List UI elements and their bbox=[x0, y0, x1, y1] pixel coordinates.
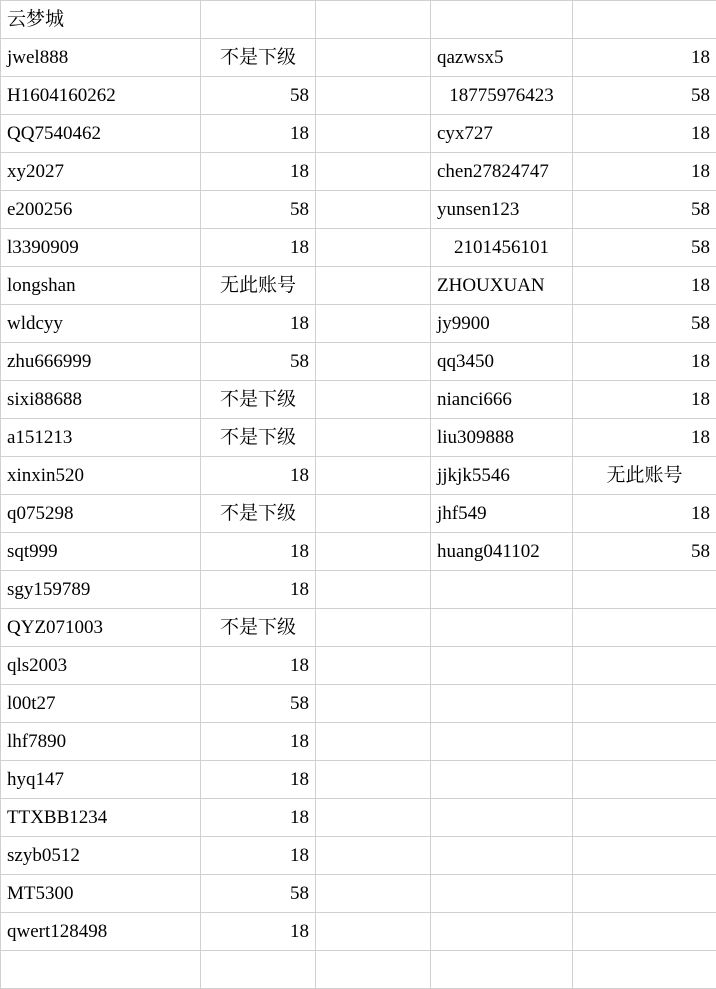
cell-c1-8[interactable]: 18 bbox=[201, 305, 316, 343]
cell-c2-5[interactable] bbox=[316, 191, 431, 229]
cell-c1-1[interactable]: 不是下级 bbox=[201, 39, 316, 77]
table-row[interactable] bbox=[1, 153, 716, 191]
cell-c0-12[interactable]: xinxin520 bbox=[1, 457, 201, 495]
cell-c3-0[interactable] bbox=[431, 1, 573, 39]
cell-c4-20[interactable] bbox=[573, 761, 716, 799]
table-row[interactable] bbox=[1, 457, 716, 495]
cell-c0-23[interactable]: MT5300 bbox=[1, 875, 201, 913]
cell-c3-3[interactable]: cyx727 bbox=[431, 115, 573, 153]
cell-c3-24[interactable] bbox=[431, 913, 573, 951]
cell-c4-5[interactable]: 58 bbox=[573, 191, 716, 229]
cell-c2-1[interactable] bbox=[316, 39, 431, 77]
cell-c2-18[interactable] bbox=[316, 685, 431, 723]
cell-c4-2[interactable]: 58 bbox=[573, 77, 716, 115]
cell-c0-21[interactable]: TTXBB1234 bbox=[1, 799, 201, 837]
cell-c2-22[interactable] bbox=[316, 837, 431, 875]
cell-c3-19[interactable] bbox=[431, 723, 573, 761]
cell-c2-10[interactable] bbox=[316, 381, 431, 419]
cell-c3-11[interactable]: liu309888 bbox=[431, 419, 573, 457]
cell-c1-3[interactable]: 18 bbox=[201, 115, 316, 153]
cell-c4-16[interactable] bbox=[573, 609, 716, 647]
table-body bbox=[1, 1, 716, 989]
cell-c3-1[interactable]: qazwsx5 bbox=[431, 39, 573, 77]
table-row[interactable] bbox=[1, 495, 716, 533]
table-row[interactable] bbox=[1, 761, 716, 799]
cell-c3-17[interactable] bbox=[431, 647, 573, 685]
table-row[interactable] bbox=[1, 229, 716, 267]
cell-c0-0[interactable]: 云梦城 bbox=[1, 1, 201, 39]
cell-c0-9[interactable]: zhu666999 bbox=[1, 343, 201, 381]
cell-c2-24[interactable] bbox=[316, 913, 431, 951]
cell-c4-24[interactable] bbox=[573, 913, 716, 951]
cell-c0-19[interactable]: lhf7890 bbox=[1, 723, 201, 761]
cell-c1-9[interactable]: 58 bbox=[201, 343, 316, 381]
cell-c4-18[interactable] bbox=[573, 685, 716, 723]
cell-c1-15[interactable]: 18 bbox=[201, 571, 316, 609]
cell-c2-11[interactable] bbox=[316, 419, 431, 457]
table-row[interactable] bbox=[1, 837, 716, 875]
cell-c3-21[interactable] bbox=[431, 799, 573, 837]
table-row[interactable] bbox=[1, 39, 716, 77]
cell-c1-5[interactable]: 58 bbox=[201, 191, 316, 229]
cell-c1-20[interactable]: 18 bbox=[201, 761, 316, 799]
cell-c2-21[interactable] bbox=[316, 799, 431, 837]
cell-c4-21[interactable] bbox=[573, 799, 716, 837]
cell-c4-13[interactable]: 18 bbox=[573, 495, 716, 533]
cell-c0-6[interactable]: l3390909 bbox=[1, 229, 201, 267]
cell-c0-25[interactable] bbox=[1, 951, 201, 989]
cell-c3-23[interactable] bbox=[431, 875, 573, 913]
cell-c2-3[interactable] bbox=[316, 115, 431, 153]
cell-c2-14[interactable] bbox=[316, 533, 431, 571]
cell-c3-12[interactable]: jjkjk5546 bbox=[431, 457, 573, 495]
cell-c0-4[interactable]: xy2027 bbox=[1, 153, 201, 191]
cell-c1-13[interactable]: 不是下级 bbox=[201, 495, 316, 533]
cell-c0-11[interactable]: a151213 bbox=[1, 419, 201, 457]
cell-c4-14[interactable]: 58 bbox=[573, 533, 716, 571]
cell-c3-2[interactable]: 18775976423 bbox=[431, 77, 573, 115]
cell-c3-9[interactable]: qq3450 bbox=[431, 343, 573, 381]
cell-c2-9[interactable] bbox=[316, 343, 431, 381]
cell-c1-10[interactable]: 不是下级 bbox=[201, 381, 316, 419]
cell-c4-0[interactable] bbox=[573, 1, 716, 39]
cell-c4-1[interactable]: 18 bbox=[573, 39, 716, 77]
cell-c4-10[interactable]: 18 bbox=[573, 381, 716, 419]
cell-c1-16[interactable]: 不是下级 bbox=[201, 609, 316, 647]
table-row[interactable] bbox=[1, 723, 716, 761]
table-row[interactable] bbox=[1, 191, 716, 229]
table-row[interactable] bbox=[1, 571, 716, 609]
table-row[interactable] bbox=[1, 951, 716, 989]
cell-c1-17[interactable]: 18 bbox=[201, 647, 316, 685]
cell-c1-25[interactable] bbox=[201, 951, 316, 989]
cell-c2-6[interactable] bbox=[316, 229, 431, 267]
table-row[interactable] bbox=[1, 343, 716, 381]
cell-c3-4[interactable]: chen27824747 bbox=[431, 153, 573, 191]
table-row[interactable] bbox=[1, 799, 716, 837]
cell-c4-23[interactable] bbox=[573, 875, 716, 913]
cell-c3-16[interactable] bbox=[431, 609, 573, 647]
cell-c4-6[interactable]: 58 bbox=[573, 229, 716, 267]
cell-c0-18[interactable]: l00t27 bbox=[1, 685, 201, 723]
cell-c0-17[interactable]: qls2003 bbox=[1, 647, 201, 685]
cell-c3-22[interactable] bbox=[431, 837, 573, 875]
cell-c1-21[interactable]: 18 bbox=[201, 799, 316, 837]
cell-c1-22[interactable]: 18 bbox=[201, 837, 316, 875]
cell-c3-5[interactable]: yunsen123 bbox=[431, 191, 573, 229]
table-row[interactable] bbox=[1, 533, 716, 571]
cell-c1-23[interactable]: 58 bbox=[201, 875, 316, 913]
cell-c0-3[interactable]: QQ7540462 bbox=[1, 115, 201, 153]
cell-c2-4[interactable] bbox=[316, 153, 431, 191]
cell-c4-15[interactable] bbox=[573, 571, 716, 609]
table-row[interactable] bbox=[1, 647, 716, 685]
cell-c3-7[interactable]: ZHOUXUAN bbox=[431, 267, 573, 305]
table-row[interactable] bbox=[1, 381, 716, 419]
table-row[interactable] bbox=[1, 913, 716, 951]
cell-c3-25[interactable] bbox=[431, 951, 573, 989]
cell-c4-7[interactable]: 18 bbox=[573, 267, 716, 305]
cell-c4-12[interactable]: 无此账号 bbox=[573, 457, 716, 495]
table-row[interactable] bbox=[1, 115, 716, 153]
cell-c2-23[interactable] bbox=[316, 875, 431, 913]
cell-c0-16[interactable]: QYZ071003 bbox=[1, 609, 201, 647]
table-row[interactable] bbox=[1, 875, 716, 913]
cell-c1-2[interactable]: 58 bbox=[201, 77, 316, 115]
cell-c2-2[interactable] bbox=[316, 77, 431, 115]
cell-c2-20[interactable] bbox=[316, 761, 431, 799]
cell-c2-15[interactable] bbox=[316, 571, 431, 609]
table-row[interactable] bbox=[1, 685, 716, 723]
cell-c0-15[interactable]: sgy159789 bbox=[1, 571, 201, 609]
cell-c0-2[interactable]: H1604160262 bbox=[1, 77, 201, 115]
table-row[interactable] bbox=[1, 609, 716, 647]
cell-c2-19[interactable] bbox=[316, 723, 431, 761]
cell-c3-8[interactable]: jy9900 bbox=[431, 305, 573, 343]
cell-c3-18[interactable] bbox=[431, 685, 573, 723]
cell-c4-3[interactable]: 18 bbox=[573, 115, 716, 153]
cell-c1-6[interactable]: 18 bbox=[201, 229, 316, 267]
cell-c3-13[interactable]: jhf549 bbox=[431, 495, 573, 533]
cell-c4-11[interactable]: 18 bbox=[573, 419, 716, 457]
cell-c3-20[interactable] bbox=[431, 761, 573, 799]
cell-c0-24[interactable]: qwert128498 bbox=[1, 913, 201, 951]
cell-c2-7[interactable] bbox=[316, 267, 431, 305]
cell-c0-5[interactable]: e200256 bbox=[1, 191, 201, 229]
table-row[interactable] bbox=[1, 305, 716, 343]
cell-c0-22[interactable]: szyb0512 bbox=[1, 837, 201, 875]
cell-c1-19[interactable]: 18 bbox=[201, 723, 316, 761]
cell-c2-13[interactable] bbox=[316, 495, 431, 533]
cell-c0-14[interactable]: sqt999 bbox=[1, 533, 201, 571]
cell-c4-17[interactable] bbox=[573, 647, 716, 685]
cell-c1-18[interactable]: 58 bbox=[201, 685, 316, 723]
table-row[interactable] bbox=[1, 77, 716, 115]
cell-c2-12[interactable] bbox=[316, 457, 431, 495]
table-row[interactable] bbox=[1, 419, 716, 457]
cell-c1-7[interactable]: 无此账号 bbox=[201, 267, 316, 305]
cell-c0-13[interactable]: q075298 bbox=[1, 495, 201, 533]
cell-c3-14[interactable]: huang041102 bbox=[431, 533, 573, 571]
cell-c2-25[interactable] bbox=[316, 951, 431, 989]
cell-c1-12[interactable]: 18 bbox=[201, 457, 316, 495]
cell-c4-9[interactable]: 18 bbox=[573, 343, 716, 381]
cell-c0-10[interactable]: sixi88688 bbox=[1, 381, 201, 419]
cell-c0-20[interactable]: hyq147 bbox=[1, 761, 201, 799]
table-row[interactable] bbox=[1, 267, 716, 305]
cell-c0-8[interactable]: wldcyy bbox=[1, 305, 201, 343]
cell-c1-14[interactable]: 18 bbox=[201, 533, 316, 571]
cell-c4-8[interactable]: 58 bbox=[573, 305, 716, 343]
cell-c2-8[interactable] bbox=[316, 305, 431, 343]
cell-c3-15[interactable] bbox=[431, 571, 573, 609]
cell-c1-4[interactable]: 18 bbox=[201, 153, 316, 191]
cell-c1-24[interactable]: 18 bbox=[201, 913, 316, 951]
cell-c3-10[interactable]: nianci666 bbox=[431, 381, 573, 419]
cell-c1-11[interactable]: 不是下级 bbox=[201, 419, 316, 457]
cell-c4-22[interactable] bbox=[573, 837, 716, 875]
cell-c1-0[interactable] bbox=[201, 1, 316, 39]
table-row[interactable] bbox=[1, 1, 716, 39]
cell-c4-25[interactable] bbox=[573, 951, 716, 989]
cell-c2-16[interactable] bbox=[316, 609, 431, 647]
cell-c3-6[interactable]: 2101456101 bbox=[431, 229, 573, 267]
cell-c4-4[interactable]: 18 bbox=[573, 153, 716, 191]
cell-c4-19[interactable] bbox=[573, 723, 716, 761]
cell-c2-0[interactable] bbox=[316, 1, 431, 39]
cell-c0-7[interactable]: longshan bbox=[1, 267, 201, 305]
cell-c2-17[interactable] bbox=[316, 647, 431, 685]
cell-c0-1[interactable]: jwel888 bbox=[1, 39, 201, 77]
